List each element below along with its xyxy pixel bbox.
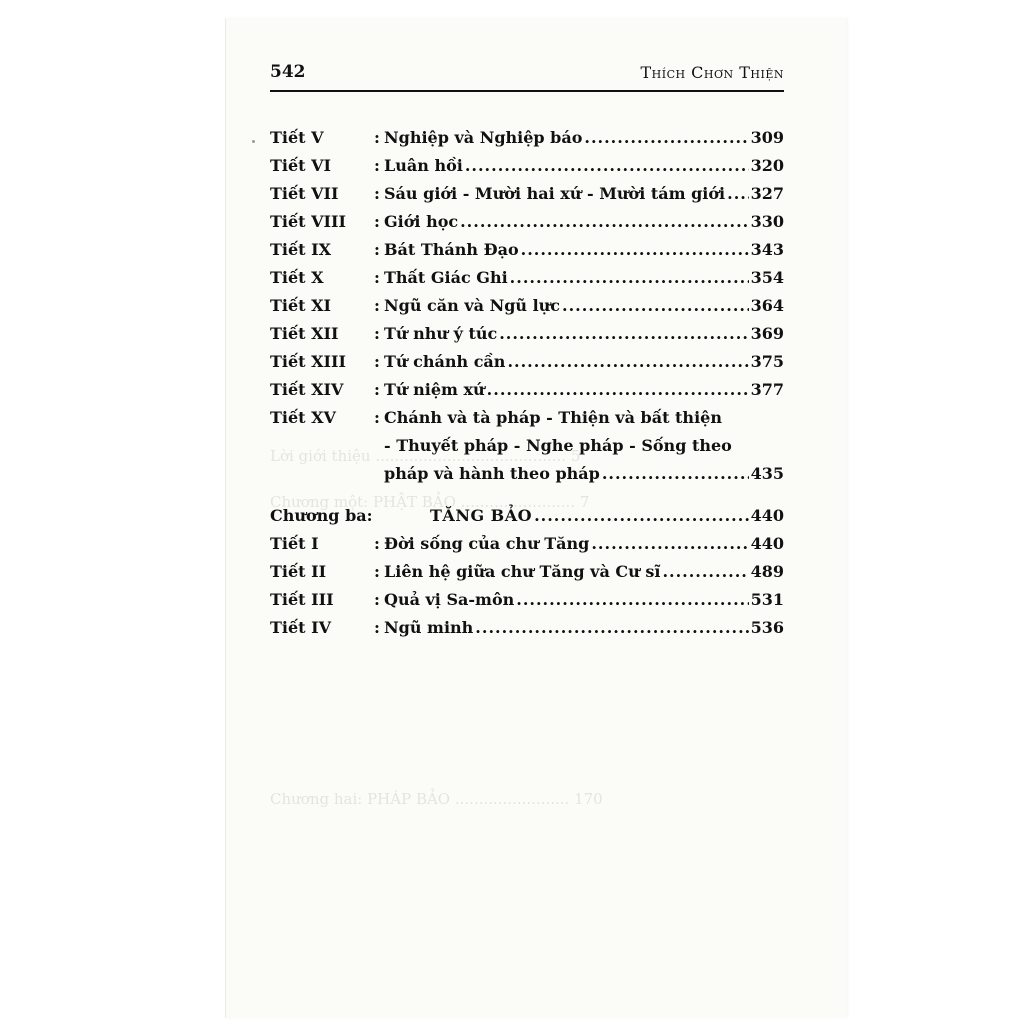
toc-entry	[270, 348, 784, 376]
section-label: Tiết XV	[270, 408, 336, 427]
page-speck	[252, 140, 255, 143]
toc-entry	[270, 292, 784, 320]
colon: :	[374, 324, 380, 343]
page-ref: 369	[750, 324, 784, 343]
section-label: Tiết XI	[270, 296, 332, 315]
toc-entry	[270, 152, 784, 180]
page-ref: 377	[750, 380, 784, 399]
chapter-entry	[270, 502, 784, 530]
colon: :	[374, 408, 380, 427]
colon: :	[374, 268, 380, 287]
chapter-label: Chương ba:	[270, 506, 373, 525]
colon: :	[374, 296, 380, 315]
toc-entry	[270, 124, 784, 152]
leader-dots	[475, 614, 748, 642]
leader-dots	[487, 376, 749, 404]
toc-entry	[270, 236, 784, 264]
table-of-contents	[270, 124, 784, 642]
running-header	[270, 60, 784, 92]
section-label: Tiết XIV	[270, 380, 344, 399]
bleed-through-text: Chương hai: PHÁP BẢO ........................ 170	[270, 790, 603, 808]
toc-entry	[270, 180, 784, 208]
section-title: Quả vị Sa-môn	[384, 590, 515, 609]
page-ref: 330	[750, 212, 784, 231]
toc-entry	[270, 320, 784, 348]
page-ref: 354	[750, 268, 784, 287]
colon: :	[374, 212, 380, 231]
page-ref: 343	[750, 240, 784, 259]
page-number: 542	[270, 62, 306, 82]
leader-dots	[507, 348, 748, 376]
section-label: Tiết I	[270, 534, 319, 553]
leader-dots	[510, 264, 749, 292]
chapter-title: TĂNG BẢO	[430, 506, 533, 525]
page-ref: 327	[750, 184, 784, 203]
toc-entry	[270, 558, 784, 586]
leader-dots	[727, 180, 748, 208]
section-label: Tiết II	[270, 562, 327, 581]
colon: :	[374, 380, 380, 399]
leader-dots	[499, 320, 748, 348]
toc-entry	[270, 208, 784, 236]
section-label: Tiết VII	[270, 184, 339, 203]
section-title: Thất Giác Ghi	[384, 268, 508, 287]
section-label: Tiết XII	[270, 324, 339, 343]
section-label: Tiết XIII	[270, 352, 346, 371]
leader-dots	[662, 558, 748, 586]
leader-dots	[534, 502, 749, 530]
page-ref: 309	[750, 128, 784, 147]
toc-entry	[270, 404, 784, 432]
colon: :	[374, 618, 380, 637]
colon: :	[374, 156, 380, 175]
leader-dots	[602, 460, 749, 488]
section-title: Ngũ minh	[384, 618, 474, 637]
section-title-line: Chánh và tà pháp - Thiện và bất thiện	[384, 408, 722, 427]
section-title: Tứ như ý túc	[384, 324, 498, 343]
page-ref: 440	[750, 506, 784, 525]
section-title-line: - Thuyết pháp - Nghe pháp - Sống theo	[384, 436, 732, 455]
section-label: Tiết V	[270, 128, 324, 147]
section-title: Tứ chánh cần	[384, 352, 506, 371]
colon: :	[374, 534, 380, 553]
page-ref: 320	[750, 156, 784, 175]
colon: :	[374, 128, 380, 147]
section-label: Tiết X	[270, 268, 324, 287]
page-ref: 364	[750, 296, 784, 315]
bleed-through-text: Lời giới thiệu ........................................ 5	[270, 447, 581, 465]
section-title-line: pháp và hành theo pháp	[384, 464, 600, 483]
colon: :	[374, 184, 380, 203]
leader-dots	[516, 586, 748, 614]
leader-dots	[584, 124, 748, 152]
page-ref: 435	[750, 464, 784, 483]
running-title: Thích Chơn Thiện	[640, 63, 784, 82]
section-title: Đời sống của chư Tăng	[384, 534, 590, 553]
section-label: Tiết VIII	[270, 212, 346, 231]
toc-entry	[270, 376, 784, 404]
section-title: Nghiệp và Nghiệp báo	[384, 128, 583, 147]
colon: :	[374, 352, 380, 371]
section-title: Tứ niệm xứ	[384, 380, 485, 399]
section-title: Giới học	[384, 212, 459, 231]
leader-dots	[465, 152, 749, 180]
leader-dots	[521, 236, 749, 264]
toc-entry	[270, 264, 784, 292]
colon: :	[374, 240, 380, 259]
section-title: Liên hệ giữa chư Tăng và Cư sĩ	[384, 562, 661, 581]
section-title: Luân hồi	[384, 156, 463, 175]
section-label: Tiết IV	[270, 618, 332, 637]
section-title: Ngũ căn và Ngũ lực	[384, 296, 561, 315]
toc-entry	[270, 530, 784, 558]
colon: :	[374, 590, 380, 609]
toc-entry-continuation	[270, 432, 784, 460]
colon: :	[374, 562, 380, 581]
toc-entry	[270, 586, 784, 614]
toc-entry	[270, 614, 784, 642]
leader-dots	[460, 208, 748, 236]
section-label: Tiết VI	[270, 156, 332, 175]
section-label: Tiết III	[270, 590, 334, 609]
section-title: Sáu giới - Mười hai xứ - Mười tám giới	[384, 184, 726, 203]
toc-entry-continuation	[270, 460, 784, 488]
page-ref: 375	[750, 352, 784, 371]
page-ref: 531	[750, 590, 784, 609]
page-ref: 440	[750, 534, 784, 553]
page-ref: 489	[750, 562, 784, 581]
bleed-through-text: Chương một: PHẬT BẢO ........................ 7	[270, 493, 590, 511]
leader-dots	[562, 292, 749, 320]
section-title: Bát Thánh Đạo	[384, 240, 519, 259]
leader-dots	[591, 530, 748, 558]
page-ref: 536	[750, 618, 784, 637]
section-label: Tiết IX	[270, 240, 332, 259]
